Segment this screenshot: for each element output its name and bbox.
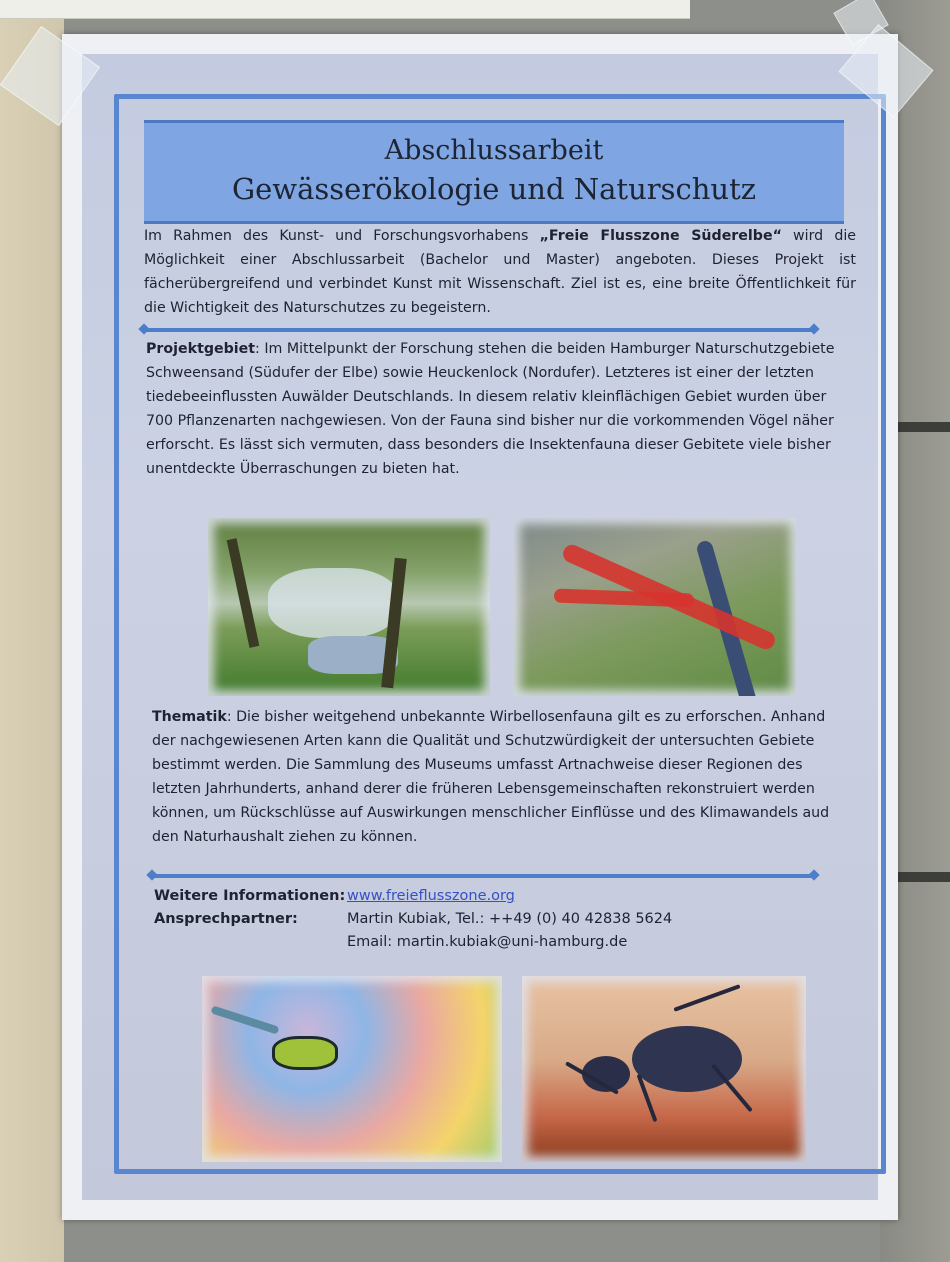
thematik-label: Thematik xyxy=(152,709,227,725)
projektgebiet-label: Projektgebiet xyxy=(146,341,256,357)
projektgebiet-section xyxy=(146,337,846,481)
dragonfly-photo xyxy=(202,976,502,1162)
project-name: „Freie Flusszone Süderelbe“ xyxy=(539,228,782,244)
beetle-photo xyxy=(522,976,806,1162)
info-row xyxy=(154,931,834,954)
wall-seam xyxy=(895,872,950,882)
poster-panel xyxy=(82,54,878,1200)
website-link[interactable]: www.freieflusszone.org xyxy=(347,888,515,904)
title-line-1: Abschlussarbeit xyxy=(384,135,604,166)
ansprech-label: Ansprechpartner: xyxy=(154,911,298,927)
info-row xyxy=(154,908,834,931)
projektgebiet-text: : Im Mittelpunkt der Forschung stehen die beiden Hamburger Naturschutzgebiete Schweensand (Südufer der Elbe) sowie Heuckenlock (Nordufer). Letzteres ist einer der letzten tiedebeeinflussten Auwälder Deutschlands. In diesem relativ kleinflächigen Gebiet wurden über 700 Pflanzenarten nachgewiesen. Von der Fauna sind bisher nur die vorkommenden Vögel näher erforscht. Es lässt sich vermuten, dass besonders die Insektenfauna dieser Gebitete viele bisher unentdeckte Überraschungen zu bieten hat. xyxy=(146,341,835,477)
info-row xyxy=(154,885,834,908)
contact-email: Email: martin.kubiak@uni-hamburg.de xyxy=(347,934,628,950)
aerial-map-photo xyxy=(514,518,796,696)
divider xyxy=(152,874,814,878)
divider xyxy=(144,328,814,332)
thematik-text: : Die bisher weitgehend unbekannte Wirbellosenfauna gilt es zu erforschen. Anhand der nachgewiesenen Arten kann die Qualität und Schutzwürdigkeit der untersuchten Gebiete bestimmt werden. Die Sammlung des Museums umfasst Artnachweise dieser Regionen des letzten Jahrhunderts, anhand derer die früheren Lebensgemeinschaften rekonstruiert werden können, um Rückschlüsse auf Auswirkungen menschlicher Einflüsse und des Klimawandels aud den Naturhaushalt ziehen zu können. xyxy=(152,709,830,845)
weitere-label: Weitere Informationen: xyxy=(154,888,346,904)
intro-after: wird die Möglichkeit einer Abschlussarbeit (Bachelor und Master) angeboten. Dieses Projekt ist fächerübergreifend und verbindet Kunst mit Wissenschaft. Ziel ist es, eine breite Öffentlichkeit für die Wichtigkeit des Naturschutzes zu begeistern. xyxy=(144,228,856,316)
poster-sheet xyxy=(62,34,898,1220)
title-box xyxy=(144,120,844,224)
wall-left xyxy=(0,0,64,1262)
intro-before: Im Rahmen des Kunst- und Forschungsvorhabens xyxy=(144,228,540,244)
title-line-2: Gewässerökologie und Naturschutz xyxy=(231,172,757,206)
contact-phone: Martin Kubiak, Tel.: ++49 (0) 40 42838 5624 xyxy=(347,911,673,927)
wall-seam xyxy=(895,422,950,432)
info-block xyxy=(154,885,834,954)
forest-photo xyxy=(208,518,490,696)
intro-paragraph xyxy=(144,224,856,320)
thematik-section xyxy=(152,705,852,849)
adjacent-paper xyxy=(0,0,690,19)
